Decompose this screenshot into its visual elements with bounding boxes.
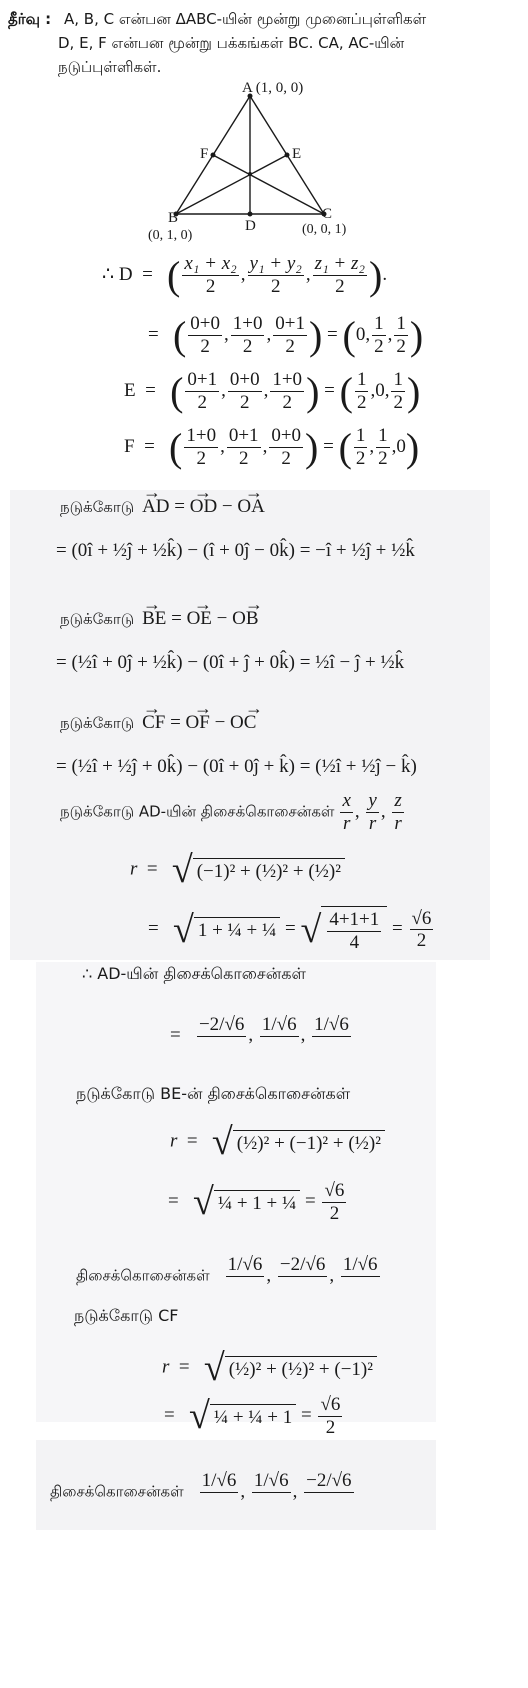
cf-r-value: r = √ (½)² + (½)² + (−1)² [162, 1346, 377, 1390]
midpoint-e-values: E = ( $\frac{0+1}{2}$ , $\frac{0+0}{2}$ , $\frac{1+0}{2}$ ) = ( $\frac{1}{2}$ ,0, $\frac{1}{2}$ ) [124, 369, 421, 414]
vertex-b-label: B [168, 210, 179, 226]
median-ad-result: = (0î + ½ĵ + ½k̂) − (î + 0ĵ − 0k̂) = −î + ½ĵ + ½k̂ [56, 540, 415, 561]
be-r-value: r = √ (½)² + (−1)² + (½)² [170, 1120, 385, 1164]
vertex-c-label: C [322, 206, 333, 222]
ad-dircos-result: = −2/√6 , 1/√6 , 1/√6 [170, 1014, 349, 1046]
header-line-1: A, B, C என்பன ΔABC-யின் மூன்று முனைப்புள்ளிகள் [64, 10, 427, 28]
median-cf-equation: நடுக்கோடு CF = OF − OC [60, 712, 257, 733]
median-ad-equation: நடுக்கோடு AD = OD − OA [60, 496, 265, 517]
cf-r-simplified: = √ ¼ + ¼ + 1 = $\frac{√6}{2}$ [164, 1394, 341, 1438]
header-line-3: நடுப்புள்ளிகள். [58, 58, 162, 76]
median-cf-result: = (½î + ½ĵ + 0k̂) − (0î + 0ĵ + k̂) = (½î + ½ĵ − k̂) [56, 756, 417, 777]
midpoint-e-label: E [292, 146, 302, 162]
header-line-2: D, E, F என்பன மூன்று பக்கங்கள் BC. CA, AC-யின் [58, 34, 405, 52]
midpoint-d-label: D [245, 218, 256, 234]
midpoint-f-label: F [200, 146, 209, 162]
median-cf [213, 155, 324, 214]
ad-r-value: r = √ (−1)² + (½)² + (½)² [130, 848, 345, 892]
vertex-b-coords: (0, 1, 0) [148, 228, 193, 243]
ad-dircos-therefore: ∴ AD-யின் திசைக்கொசைன்கள் [82, 964, 306, 983]
cf-dircos-result: திசைக்கொசைன்கள் 1/√6 , 1/√6 , −2/√6 [50, 1470, 352, 1502]
midpoint-d-formula: ∴ D = ( $\frac{\text{x₁ + x₂}}{2}$ , $\frac{\text{y₁ + y₂}}{2}$ , $\frac{\text{z₁ + z₂}}{2}$ ). [102, 253, 388, 298]
midpoint-f-values: F = ( $\frac{1+0}{2}$ , $\frac{0+1}{2}$ , $\frac{0+0}{2}$ ) = ( $\frac{1}{2}$ , $\frac{1}{2}$ ,0) [124, 425, 420, 470]
median-be-equation: நடுக்கோடு BE = OE − OB [60, 608, 259, 629]
median-be [176, 155, 287, 214]
be-dircos-result: திசைக்கொசைன்கள் 1/√6 , −2/√6 , 1/√6 [76, 1254, 378, 1286]
solution-label: தீர்வு : [8, 10, 52, 28]
vertex-c-coords: (0, 0, 1) [302, 222, 347, 237]
vector-arrows-be: → → → [143, 594, 271, 614]
cf-dircos-heading: நடுக்கோடு CF [74, 1306, 179, 1325]
ad-r-simplified: = √ 1 + ¼ + ¼ = √ $\frac{4+1+1}{4}$ = $\frac{√6}{2}$ [148, 907, 432, 953]
ad-dircos-heading: நடுக்கோடு AD-யின் திசைக்கொசைன்கள் $\frac{x}{r}$ , $\frac{y}{r}$ , $\frac{z}{r}$ [60, 790, 402, 834]
d-lhs: ∴ D [102, 263, 133, 285]
be-dircos-heading: நடுக்கோடு BE-ன் திசைக்கொசைன்கள் [76, 1084, 351, 1103]
vector-arrows-cf: → → → [143, 698, 271, 718]
vertex-a-label: A (1, 0, 0) [242, 80, 304, 96]
midpoint-d-values: = ( $\frac{0+0}{2}$ , $\frac{1+0}{2}$ , $\frac{0+1}{2}$ ) = (0, $\frac{1}{2}$ , $\frac{1}{2}$ ) [148, 313, 424, 358]
median-be-result: = (½î + 0ĵ + ½k̂) − (0î + ĵ + 0k̂) = ½î − ĵ + ½k̂ [56, 652, 405, 673]
be-r-simplified: = √ ¼ + 1 + ¼ = $\frac{√6}{2}$ [168, 1180, 345, 1224]
vector-arrows-ad: → → → [143, 482, 271, 502]
